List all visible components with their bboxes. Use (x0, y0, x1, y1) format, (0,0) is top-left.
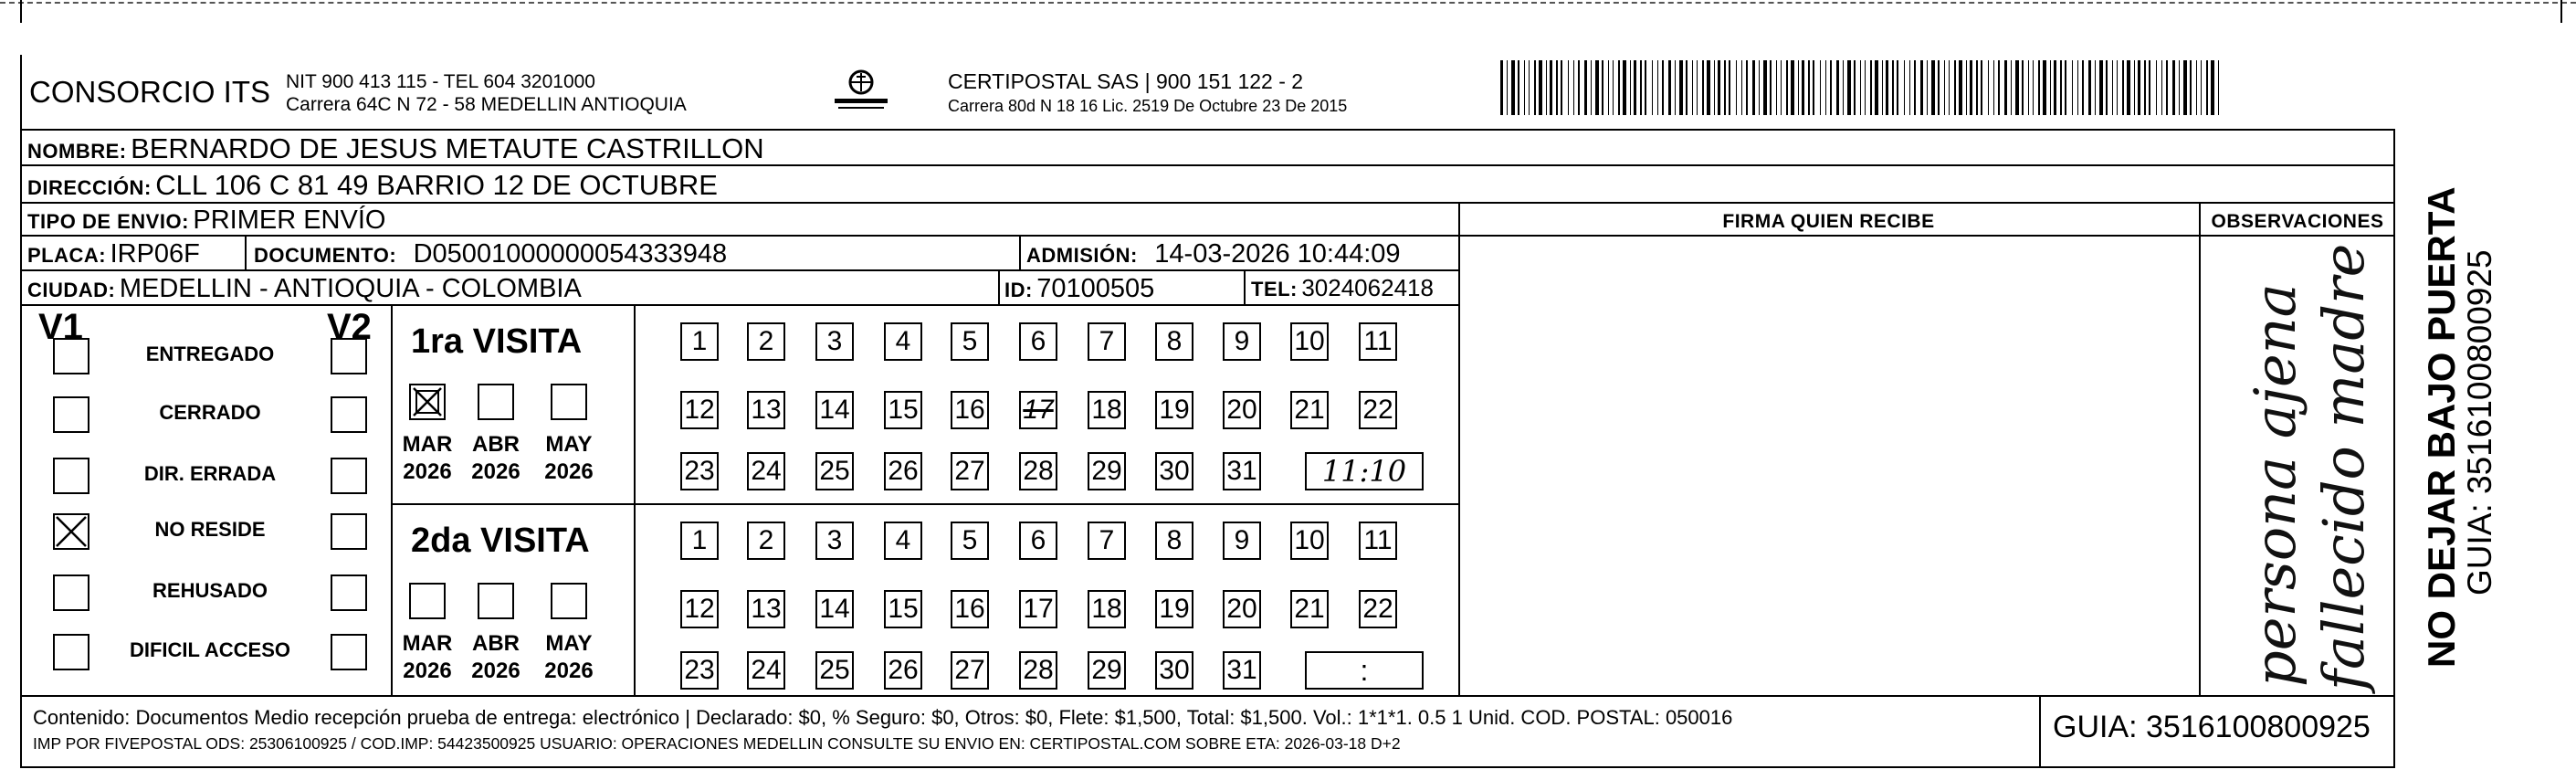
barcode-bar (1602, 60, 1603, 115)
ciudad-cell (27, 274, 582, 304)
barcode-bar (1736, 60, 1737, 115)
visit-day-box[interactable]: 28 (1019, 452, 1057, 490)
visit-day-box[interactable]: 20 (1223, 590, 1261, 628)
admision-label: ADMISIÓN: (1026, 244, 1138, 267)
firma-label: FIRMA QUIEN RECIBE (1722, 211, 1935, 232)
visit-day-box[interactable]: 14 (815, 391, 854, 429)
barcode-bar (1920, 60, 1923, 115)
barcode-bar (1909, 60, 1910, 115)
visit-month-name: MAY (545, 631, 593, 656)
barcode-bar (2060, 60, 2062, 115)
barcode-bar (1786, 60, 1788, 115)
barcode-bar (2038, 60, 2040, 115)
barcode-bar (1854, 60, 1856, 115)
visit-day-box[interactable]: 27 (951, 452, 989, 490)
barcode-bar (1931, 60, 1935, 115)
barcode-bar (1798, 60, 1799, 115)
barcode-bar (1892, 60, 1894, 115)
visit-day-box[interactable]: 15 (884, 590, 922, 628)
frame-left (20, 55, 22, 767)
barcode-bar (2028, 60, 2029, 115)
barcode-bar (2218, 60, 2219, 115)
barcode-bar (1897, 60, 1898, 115)
nombre-label: NOMBRE: (27, 140, 127, 163)
visit-day-box[interactable]: 4 (884, 522, 922, 560)
company-line-2: Carrera 64C N 72 - 58 MEDELLIN ANTIOQUIA (286, 94, 687, 115)
visit-day-box[interactable]: 17 (1019, 391, 1057, 429)
barcode-bar (1865, 60, 1866, 115)
barcode-bar (1550, 60, 1552, 115)
barcode-bar (1618, 60, 1620, 115)
visit-day-box[interactable]: 15 (884, 391, 922, 429)
visit-day-box[interactable]: 20 (1223, 391, 1261, 429)
status-option-label: DIR. ERRADA (143, 462, 277, 485)
barcode-bar (1578, 60, 1580, 115)
barcode-bar (2099, 60, 2103, 115)
barcode-bar (1938, 60, 1940, 115)
visit-day-box[interactable]: 1 (680, 522, 719, 560)
visit-day-box[interactable]: 27 (951, 651, 989, 690)
visit-day-box[interactable]: 8 (1155, 322, 1193, 361)
barcode-bar (2082, 60, 2084, 115)
status-option-label: ENTREGADO (145, 343, 275, 365)
barcode-bar (1998, 60, 2000, 115)
visit-day-box[interactable]: 11 (1359, 322, 1397, 361)
tel-value: 3024062418 (1301, 274, 1434, 301)
side-guia: GUIA: 3516100800925 (2461, 249, 2498, 596)
barcode-bar (1954, 60, 1956, 115)
barcode-bar (1860, 60, 1861, 115)
barcode-bar (1539, 60, 1542, 115)
barcode-bar (1759, 60, 1760, 115)
observaciones-handwriting-2: fallecido madre (2310, 243, 2377, 690)
barcode-bar (2112, 60, 2113, 115)
barcode-bar (1623, 60, 1626, 115)
barcode-bar (1608, 60, 1609, 115)
visit-month-name: MAY (545, 432, 593, 457)
visit-day-box[interactable]: 3 (815, 322, 854, 361)
status-option-label: DIFICIL ACCESO (129, 638, 290, 661)
visit-day-box[interactable]: 18 (1088, 391, 1126, 429)
visit-day-box[interactable]: 5 (951, 322, 989, 361)
direccion-row (27, 169, 718, 202)
barcode (1500, 60, 2226, 115)
tel-label: TEL: (1251, 278, 1298, 300)
visit-day-box[interactable]: 19 (1155, 590, 1193, 628)
barcode-bar (1584, 60, 1587, 115)
visit-day-box[interactable]: 4 (884, 322, 922, 361)
visit-day-box[interactable]: 18 (1088, 590, 1126, 628)
barcode-bar (2201, 60, 2202, 115)
barcode-bar (2033, 60, 2034, 115)
barcode-bar (1595, 60, 1599, 115)
barcode-bar (1820, 60, 1821, 115)
barcode-bar (1949, 60, 1950, 115)
barcode-bar (1976, 60, 1978, 115)
barcode-bar (1959, 60, 1962, 115)
visit-day-box[interactable]: 21 (1290, 391, 1329, 429)
visit-month-year: 2026 (544, 659, 594, 683)
id-value: 70100505 (1036, 274, 1155, 303)
documento-label: DOCUMENTO: (254, 244, 397, 267)
id-cell (1004, 274, 1154, 304)
barcode-bar (1524, 60, 1525, 115)
barcode-bar (2144, 60, 2146, 115)
barcode-bar (2206, 60, 2208, 115)
barcode-bar (2011, 60, 2012, 115)
visit-day-box[interactable]: 6 (1019, 322, 1057, 361)
barcode-bar (1944, 60, 1945, 115)
status-v1-checkbox[interactable] (53, 574, 89, 611)
row-line-1 (20, 164, 2394, 166)
visit-time-box[interactable]: 11:10 (1305, 452, 1424, 490)
status-v1-checkbox[interactable] (53, 634, 89, 670)
barcode-bar (2004, 60, 2007, 115)
observaciones-label: OBSERVACIONES (2211, 211, 2384, 232)
barcode-bar (2117, 60, 2118, 115)
barcode-bar (1645, 60, 1646, 115)
barcode-bar (1534, 60, 1536, 115)
barcode-bar (1825, 60, 1826, 115)
barcode-bar (1630, 60, 1631, 115)
barcode-bar (1988, 60, 1989, 115)
visit-day-box[interactable]: 1 (680, 322, 719, 361)
v2-label: V2 (327, 307, 372, 347)
visit-month-checkbox[interactable] (478, 384, 514, 420)
visit-day-box[interactable]: 9 (1223, 322, 1261, 361)
visit-day-box[interactable]: 19 (1155, 391, 1193, 429)
barcode-bar (2088, 60, 2091, 115)
barcode-bar (2179, 60, 2180, 115)
status-v1-checkbox[interactable] (53, 396, 89, 433)
barcode-bar (1791, 60, 1794, 115)
visit-day-box[interactable]: 24 (747, 452, 785, 490)
barcode-bar (1882, 60, 1883, 115)
visit-day-box[interactable]: 14 (815, 590, 854, 628)
visit-month-name: ABR (472, 631, 520, 656)
visit-day-box[interactable]: 5 (951, 522, 989, 560)
barcode-bar (2043, 60, 2046, 115)
visit-month-checkbox[interactable] (551, 583, 587, 619)
operator-line-2: Carrera 80d N 18 16 Lic. 2519 De Octubre 23 De 2015 (948, 97, 1348, 115)
visit-day-box[interactable]: 26 (884, 651, 922, 690)
barcode-bar (2183, 60, 2187, 115)
barcode-bar (1640, 60, 1642, 115)
visit-day-box[interactable]: 30 (1155, 651, 1193, 690)
visit-title: 2da VISITA (411, 522, 590, 560)
barcode-bar (2156, 60, 2157, 115)
status-v2-checkbox[interactable] (331, 513, 367, 550)
visit-time-box[interactable]: : (1305, 651, 1424, 690)
status-option-label: NO RESIDE (154, 518, 266, 541)
barcode-bar (1556, 60, 1558, 115)
v1-label: V1 (38, 307, 83, 347)
visit-day-box[interactable]: 25 (815, 452, 854, 490)
barcode-bar (1886, 60, 1888, 115)
visit-divider (391, 503, 1459, 505)
visit-day-box[interactable]: 29 (1088, 651, 1126, 690)
barcode-bar (1770, 60, 1772, 115)
barcode-bar (1591, 60, 1592, 115)
barcode-bar (1870, 60, 1872, 115)
status-option-label: CERRADO (159, 401, 261, 424)
ciudad-value: MEDELLIN - ANTIOQUIA - COLOMBIA (119, 274, 582, 303)
visit-day-box[interactable]: 31 (1223, 452, 1261, 490)
documento-value: D05001000000054333948 (413, 239, 728, 269)
visit-day-box[interactable]: 10 (1290, 322, 1329, 361)
visit-day-box[interactable]: 12 (680, 590, 719, 628)
barcode-bar (1561, 60, 1562, 115)
barcode-bar (1741, 60, 1742, 115)
barcode-bar (1568, 60, 1569, 115)
visit-day-box[interactable]: 17 (1019, 590, 1057, 628)
certipostal-logo (829, 69, 893, 114)
visit-day-box[interactable]: 29 (1088, 452, 1126, 490)
id-divider (998, 269, 1000, 304)
row-line-5 (20, 304, 1459, 306)
visit-day-box[interactable]: 9 (1223, 522, 1261, 560)
barcode-bar (1702, 60, 1704, 115)
operator-line-1: CERTIPOSTAL SAS | 900 151 122 - 2 (948, 69, 1304, 93)
barcode-bar (1847, 60, 1851, 115)
tipo-label: TIPO DE ENVIO: (27, 210, 189, 233)
guia-divider (2039, 695, 2041, 766)
barcode-bar (1993, 60, 1994, 115)
barcode-bar (1657, 60, 1658, 115)
barcode-bar (2172, 60, 2175, 115)
visit-day-box[interactable]: 7 (1088, 522, 1126, 560)
barcode-bar (1500, 60, 1503, 115)
header-bottom-line (20, 129, 2394, 131)
barcode-bar (1518, 60, 1519, 115)
barcode-bar (2072, 60, 2073, 115)
footer-top-line (20, 695, 2394, 697)
visit-month-checkbox[interactable] (551, 384, 587, 420)
frame-bottom (20, 766, 2394, 768)
visit-day-box[interactable]: 12 (680, 391, 719, 429)
visit-day-box[interactable]: 3 (815, 522, 854, 560)
company-name: CONSORCIO ITS (29, 75, 271, 109)
barcode-bar (1679, 60, 1683, 115)
ciudad-label: CIUDAD: (27, 279, 116, 301)
barcode-bar (2095, 60, 2096, 115)
visit-day-box[interactable]: 6 (1019, 522, 1057, 560)
visit-day-box[interactable]: 13 (747, 590, 785, 628)
status-divider (391, 304, 393, 695)
visit-day-box[interactable]: 22 (1359, 590, 1397, 628)
placa-cell (27, 239, 200, 269)
visit-month-year: 2026 (471, 659, 520, 683)
id-label: ID: (1004, 279, 1033, 301)
row-line-2 (20, 202, 2394, 204)
barcode-bar (1724, 60, 1726, 115)
observaciones-handwriting-1: persona ajena (2242, 283, 2308, 687)
imp-text: IMP POR FIVEPOSTAL ODS: 25306100925 / COD.IMP: 54423500925 USUARIO: OPERACIONES MEDELLIN CONSULTE SU ENVIO EN: CERTIPOSTAL.COM SOBRE ETA: 2026-03-18 D+2 (33, 734, 1401, 753)
admision-divider (1019, 235, 1021, 269)
barcode-bar (1686, 60, 1688, 115)
status-v1-checkbox[interactable] (53, 458, 89, 494)
visit-day-box[interactable]: 31 (1223, 651, 1261, 690)
visit-day-box[interactable]: 24 (747, 651, 785, 690)
right-trim-mark (2560, 0, 2562, 23)
barcode-bar (2138, 60, 2140, 115)
admision-value: 14-03-2026 10:44:09 (1154, 239, 1401, 269)
visit-day-box[interactable]: 22 (1359, 391, 1397, 429)
barcode-bar (2050, 60, 2051, 115)
barcode-bar (1573, 60, 1574, 115)
visit-day-box[interactable]: 16 (951, 590, 989, 628)
barcode-bar (1813, 60, 1814, 115)
guia-footer: GUIA: 3516100800925 (2053, 710, 2371, 744)
barcode-bar (1675, 60, 1676, 115)
barcode-bar (1746, 60, 1748, 115)
nombre-value: BERNARDO DE JESUS METAUTE CASTRILLON (131, 132, 764, 164)
visit-month-name: MAR (402, 432, 453, 457)
barcode-bar (2161, 60, 2162, 115)
barcode-bar (1707, 60, 1710, 115)
tipo-row (27, 206, 385, 236)
status-v1-checkbox[interactable] (53, 513, 89, 550)
visit-month-name: ABR (472, 432, 520, 457)
visit-month-checkbox[interactable] (478, 583, 514, 619)
tipo-value: PRIMER ENVÍO (193, 206, 386, 235)
barcode-bar (2022, 60, 2024, 115)
barcode-bar (2127, 60, 2130, 115)
status-v2-checkbox[interactable] (331, 396, 367, 433)
obs-left-line (2199, 202, 2201, 695)
visit-day-box[interactable]: 21 (1290, 590, 1329, 628)
status-option-label: REHUSADO (152, 579, 268, 602)
barcode-bar (1662, 60, 1664, 115)
barcode-bar (2149, 60, 2150, 115)
barcode-bar (1529, 60, 1530, 115)
barcode-bar (1808, 60, 1810, 115)
barcode-bar (1652, 60, 1653, 115)
barcode-bar (1668, 60, 1671, 115)
barcode-bar (1836, 60, 1839, 115)
status-v1-checkbox[interactable] (53, 338, 89, 374)
visit-month-year: 2026 (471, 459, 520, 484)
visit-day-box[interactable]: 26 (884, 452, 922, 490)
barcode-bar (1634, 60, 1636, 115)
barcode-bar (2077, 60, 2078, 115)
visit-day-box[interactable]: 25 (815, 651, 854, 690)
barcode-bar (1714, 60, 1715, 115)
barcode-bar (1718, 60, 1720, 115)
status-v2-checkbox[interactable] (331, 634, 367, 670)
barcode-bar (1546, 60, 1547, 115)
visit-day-box[interactable]: 28 (1019, 651, 1057, 690)
direccion-value: CLL 106 C 81 49 BARRIO 12 DE OCTUBRE (155, 169, 718, 201)
placa-divider (245, 235, 247, 269)
visit-title: 1ra VISITA (411, 322, 583, 361)
firma-left-line (1458, 202, 1460, 695)
barcode-bar (1904, 60, 1905, 115)
visit-day-box[interactable]: 23 (680, 651, 719, 690)
visit-month-checkbox[interactable] (409, 583, 446, 619)
documento-cell (254, 239, 727, 269)
contenido-text: Contenido: Documentos Medio recepción prueba de entrega: electrónico | Declarado: $0, % Seguro: $0, Otros: $0, Flete: $1,500, Total: $1,500. Vol.: 1*1*1. 0.5 1 Unid. COD. POSTAL: 050016 (33, 706, 1733, 729)
visit-day-box[interactable]: 2 (747, 322, 785, 361)
visit-day-box[interactable]: 10 (1290, 522, 1329, 560)
barcode-bar (2196, 60, 2197, 115)
barcode-bar (2166, 60, 2168, 115)
admision-cell (1026, 239, 1401, 269)
barcode-bar (1981, 60, 1982, 115)
barcode-bar (1966, 60, 1967, 115)
visit-day-box[interactable]: 2 (747, 522, 785, 560)
visit-month-checkbox[interactable] (409, 384, 446, 420)
barcode-bar (2065, 60, 2066, 115)
frame-right-main (2393, 129, 2395, 768)
visit-day-box[interactable]: 8 (1155, 522, 1193, 560)
barcode-bar (1752, 60, 1755, 115)
barcode-bar (1763, 60, 1767, 115)
barcode-bar (1781, 60, 1782, 115)
barcode-bar (2134, 60, 2135, 115)
status-v2-checkbox[interactable] (331, 574, 367, 611)
company-line-1: NIT 900 413 115 - TEL 604 3201000 (286, 71, 595, 92)
barcode-bar (2054, 60, 2056, 115)
visit-day-box[interactable]: 13 (747, 391, 785, 429)
visit-month-name: MAR (402, 631, 453, 656)
side-no-dejar: NO DEJAR BAJO PUERTA (2420, 186, 2463, 668)
barcode-bar (2106, 60, 2108, 115)
barcode-bar (1843, 60, 1844, 115)
tel-cell (1251, 274, 1434, 302)
tel-divider (1244, 269, 1246, 304)
top-trim-line (0, 2, 2576, 4)
barcode-bar (1511, 60, 1515, 115)
barcode-bar (1507, 60, 1508, 115)
status-v2-checkbox[interactable] (331, 338, 367, 374)
months-days-divider (634, 304, 636, 695)
barcode-bar (1802, 60, 1804, 115)
barcode-bar (1692, 60, 1693, 115)
nombre-row (27, 132, 764, 165)
visit-month-year: 2026 (544, 459, 594, 484)
barcode-bar (1613, 60, 1614, 115)
visit-day-box[interactable]: 11 (1359, 522, 1397, 560)
visit-day-box[interactable]: 16 (951, 391, 989, 429)
barcode-bar (1875, 60, 1878, 115)
barcode-bar (1927, 60, 1928, 115)
barcode-bar (1830, 60, 1832, 115)
barcode-bar (1914, 60, 1916, 115)
direccion-label: DIRECCIÓN: (27, 176, 152, 199)
barcode-bar (2190, 60, 2192, 115)
placa-label: PLACA: (27, 244, 107, 267)
barcode-bar (1729, 60, 1730, 115)
barcode-bar (2211, 60, 2214, 115)
status-v2-checkbox[interactable] (331, 458, 367, 494)
barcode-bar (1776, 60, 1777, 115)
barcode-bar (1970, 60, 1972, 115)
visit-day-box[interactable]: 23 (680, 452, 719, 490)
visit-month-year: 2026 (403, 659, 452, 683)
left-trim-mark (20, 0, 22, 23)
placa-value: IRP06F (110, 239, 200, 269)
visit-month-year: 2026 (403, 459, 452, 484)
row-line-3 (20, 235, 2394, 237)
barcode-bar (2122, 60, 2124, 115)
barcode-bar (2015, 60, 2019, 115)
visit-day-box[interactable]: 30 (1155, 452, 1193, 490)
barcode-bar (1697, 60, 1698, 115)
visit-day-box[interactable]: 7 (1088, 322, 1126, 361)
